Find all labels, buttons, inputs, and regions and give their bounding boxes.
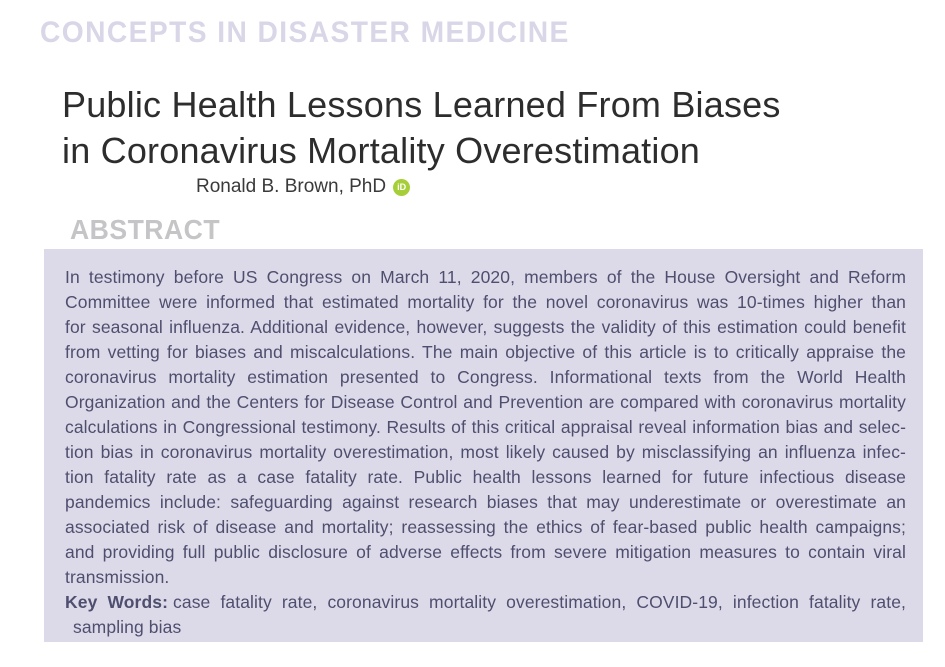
section-eyebrow-heading: CONCEPTS IN DISASTER MEDICINE <box>40 16 570 49</box>
article-title-line2: in Coronavirus Mortality Overestimation <box>62 130 701 171</box>
keywords-label: Key Words: <box>65 592 169 612</box>
abstract-box <box>44 249 923 642</box>
article-title-line1: Public Health Lessons Learned From Biases <box>62 84 781 125</box>
abstract-text-line: coronavirus mortality estimation presented to Congress. Informational texts from the World Health <box>65 367 906 387</box>
abstract-text-line: pandemics include: safeguarding against research biases that may underestimate or overestimate an <box>65 492 906 512</box>
keywords-line-continuation: sampling bias <box>73 617 182 637</box>
keywords-line <box>65 590 906 615</box>
keywords-text: case fatality rate, coronavirus mortality overestimation, COVID-19, infection fatality rate, <box>173 592 906 612</box>
abstract-text-line: tion fatality rate as a case fatality rate. Public health lessons learned for future infectious disease <box>65 467 906 487</box>
author-row <box>196 176 410 198</box>
abstract-text-line: associated risk of disease and mortality; reassessing the ethics of fear-based public health campaigns; <box>65 517 906 537</box>
abstract-text-line: In testimony before US Congress on March 11, 2020, members of the House Oversight and Reform <box>65 267 906 287</box>
author-name: Ronald B. Brown, PhD <box>196 176 387 197</box>
orcid-icon[interactable]: iD <box>393 179 410 196</box>
abstract-text-line: from vetting for biases and miscalculations. The main objective of this article is to critically appraise the <box>65 342 906 362</box>
abstract-text-line: for seasonal influenza. Additional evidence, however, suggests the validity of this estimation could benefit <box>65 317 906 337</box>
abstract-text-line: calculations in Congressional testimony. Results of this critical appraisal reveal information bias and selec- <box>65 417 906 437</box>
abstract-text-line: Organization and the Centers for Disease Control and Prevention are compared with coronavirus mortality <box>65 392 906 412</box>
abstract-text-line: tion bias in coronavirus mortality overestimation, most likely caused by misclassifying an influenza infec- <box>65 442 906 462</box>
abstract-heading: ABSTRACT <box>70 214 221 245</box>
abstract-text-line: Committee were informed that estimated mortality for the novel coronavirus was 10-times higher than <box>65 292 906 312</box>
abstract-text-line: and providing full public disclosure of adverse effects from severe mitigation measures to contain viral <box>65 542 906 562</box>
article-title <box>62 82 781 174</box>
abstract-text-line-last: transmission. <box>65 567 170 587</box>
